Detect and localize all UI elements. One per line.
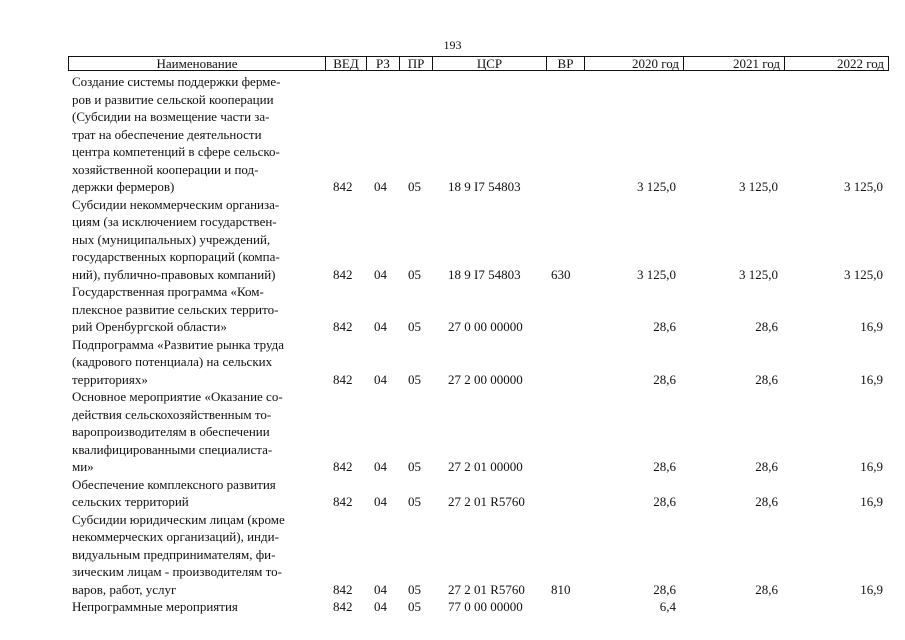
amount-2022: 16,9 (860, 319, 883, 334)
row-name-line: циям (за исключением государствен- (72, 214, 277, 229)
csr-cell: 18 9 I7 54803 (448, 179, 521, 194)
header-2022: 2022 год (784, 56, 889, 71)
amount-2020: 6,4 (659, 599, 676, 614)
rz-cell: 04 (374, 179, 387, 194)
row-name-line: ных (муниципальных) учреждений, (72, 231, 271, 247)
row-name-line: варов, работ, услуг (72, 581, 177, 597)
pr-cell: 05 (408, 319, 421, 334)
row-name-line: ров и развитие сельской кооперации (72, 91, 274, 107)
row-name-line: зическим лицам - производителям то- (72, 564, 282, 579)
row-name-line: Субсидии некоммерческим организа- (72, 196, 280, 212)
table-row (0, 283, 905, 336)
amount-2020: 3 125,0 (637, 179, 676, 194)
row-name-line: плексное развитие сельских террито- (72, 301, 279, 317)
csr-cell: 27 2 01 R5760 (448, 494, 525, 509)
row-name (72, 388, 320, 476)
amount-2022: 16,9 (860, 494, 883, 509)
row-name (72, 283, 320, 336)
row-name-line: государственных корпораций (компа- (72, 249, 280, 264)
ved-cell: 842 (333, 319, 353, 334)
row-name-line: Обеспечение комплексного развития (72, 476, 276, 492)
pr-cell: 05 (408, 371, 421, 387)
amount-2022: 16,9 (860, 371, 883, 387)
csr-cell: 27 0 00 00000 (448, 319, 523, 334)
amount-2021: 3 125,0 (739, 179, 778, 194)
row-name-line: Создание системы поддержки ферме- (72, 74, 281, 89)
row-name-line: (кадрового потенциала) на сельских (72, 354, 273, 369)
header-csr: ЦСР (432, 56, 547, 71)
csr-cell: 18 9 I7 54803 (448, 266, 521, 282)
header-2020: 2020 год (584, 56, 684, 71)
header-name: Наименование (68, 56, 326, 71)
row-name-line: видуальным предпринимателям, фи- (72, 546, 276, 562)
header-2021: 2021 год (683, 56, 785, 71)
amount-2021: 28,6 (755, 494, 778, 509)
pr-cell: 05 (408, 599, 421, 614)
row-name-line: Субсидии юридическим лицам (кроме (72, 511, 285, 527)
table-row (0, 511, 905, 599)
table-header (68, 56, 888, 72)
row-name-line: рий Оренбургской области» (72, 319, 227, 334)
row-name (72, 336, 320, 389)
row-name-line: (Субсидии на возмещение части за- (72, 109, 270, 124)
amount-2020: 28,6 (653, 319, 676, 334)
row-name (72, 476, 320, 511)
row-name-line: ми» (72, 459, 94, 474)
row-name-line: сельских территорий (72, 494, 189, 509)
table-row (0, 598, 905, 616)
pr-cell: 05 (408, 266, 421, 282)
amount-2021: 28,6 (755, 319, 778, 334)
ved-cell: 842 (333, 494, 353, 509)
header-rz: РЗ (366, 56, 400, 71)
row-name-line: Непрограммные мероприятия (72, 599, 238, 614)
ved-cell: 842 (333, 266, 353, 282)
row-name (72, 73, 320, 196)
amount-2022: 3 125,0 (844, 179, 883, 194)
ved-cell: 842 (333, 581, 353, 597)
amount-2020: 3 125,0 (637, 266, 676, 282)
csr-cell: 77 0 00 00000 (448, 599, 523, 614)
table-row (0, 196, 905, 284)
header-pr: ПР (399, 56, 433, 71)
table-row (0, 336, 905, 389)
row-name-line: некоммерческих организаций), инди- (72, 529, 279, 544)
amount-2022: 3 125,0 (844, 266, 883, 282)
vr-cell: 630 (551, 266, 571, 282)
rz-cell: 04 (374, 599, 387, 614)
row-name-line: действия сельскохозяйственным то- (72, 406, 272, 422)
amount-2020: 28,6 (653, 371, 676, 387)
row-name-line: Государственная программа «Ком- (72, 284, 264, 299)
row-name-line: территориях» (72, 371, 148, 387)
amount-2020: 28,6 (653, 494, 676, 509)
row-name-line: квалифицированными специалиста- (72, 441, 273, 457)
row-name (72, 511, 320, 599)
csr-cell: 27 2 00 00000 (448, 371, 523, 387)
rz-cell: 04 (374, 581, 387, 597)
pr-cell: 05 (408, 179, 421, 194)
row-name-line: Основное мероприятие «Оказание со- (72, 389, 283, 404)
table-row (0, 476, 905, 511)
row-name-line: хозяйственной кооперации и под- (72, 161, 259, 177)
header-ved: ВЕД (325, 56, 367, 71)
pr-cell: 05 (408, 494, 421, 509)
rz-cell: 04 (374, 266, 387, 282)
amount-2020: 28,6 (653, 459, 676, 474)
row-name-line: Подпрограмма «Развитие рынка труда (72, 336, 285, 352)
pr-cell: 05 (408, 581, 421, 597)
amount-2021: 28,6 (755, 371, 778, 387)
row-name-line: держки фермеров) (72, 179, 175, 194)
amount-2021: 28,6 (755, 459, 778, 474)
amount-2021: 28,6 (755, 581, 778, 597)
page-number: 193 (443, 38, 462, 52)
vr-cell: 810 (551, 581, 571, 597)
row-name-line: ний), публично-правовых компаний) (72, 266, 276, 282)
amount-2022: 16,9 (860, 581, 883, 597)
csr-cell: 27 2 01 R5760 (448, 581, 525, 597)
csr-cell: 27 2 01 00000 (448, 459, 523, 474)
rz-cell: 04 (374, 371, 387, 387)
pr-cell: 05 (408, 459, 421, 474)
row-name (72, 196, 320, 284)
ved-cell: 842 (333, 599, 353, 614)
amount-2022: 16,9 (860, 459, 883, 474)
row-name-line: трат на обеспечение деятельности (72, 126, 262, 142)
ved-cell: 842 (333, 179, 353, 194)
row-name-line: варопроизводителям в обеспечении (72, 424, 270, 439)
header-vr: ВР (546, 56, 585, 71)
rz-cell: 04 (374, 319, 387, 334)
amount-2020: 28,6 (653, 581, 676, 597)
ved-cell: 842 (333, 371, 353, 387)
rz-cell: 04 (374, 459, 387, 474)
row-name (72, 598, 320, 616)
table-row (0, 73, 905, 196)
rz-cell: 04 (374, 494, 387, 509)
row-name-line: центра компетенций в сфере сельско- (72, 144, 280, 159)
amount-2021: 3 125,0 (739, 266, 778, 282)
table-row (0, 388, 905, 476)
ved-cell: 842 (333, 459, 353, 474)
